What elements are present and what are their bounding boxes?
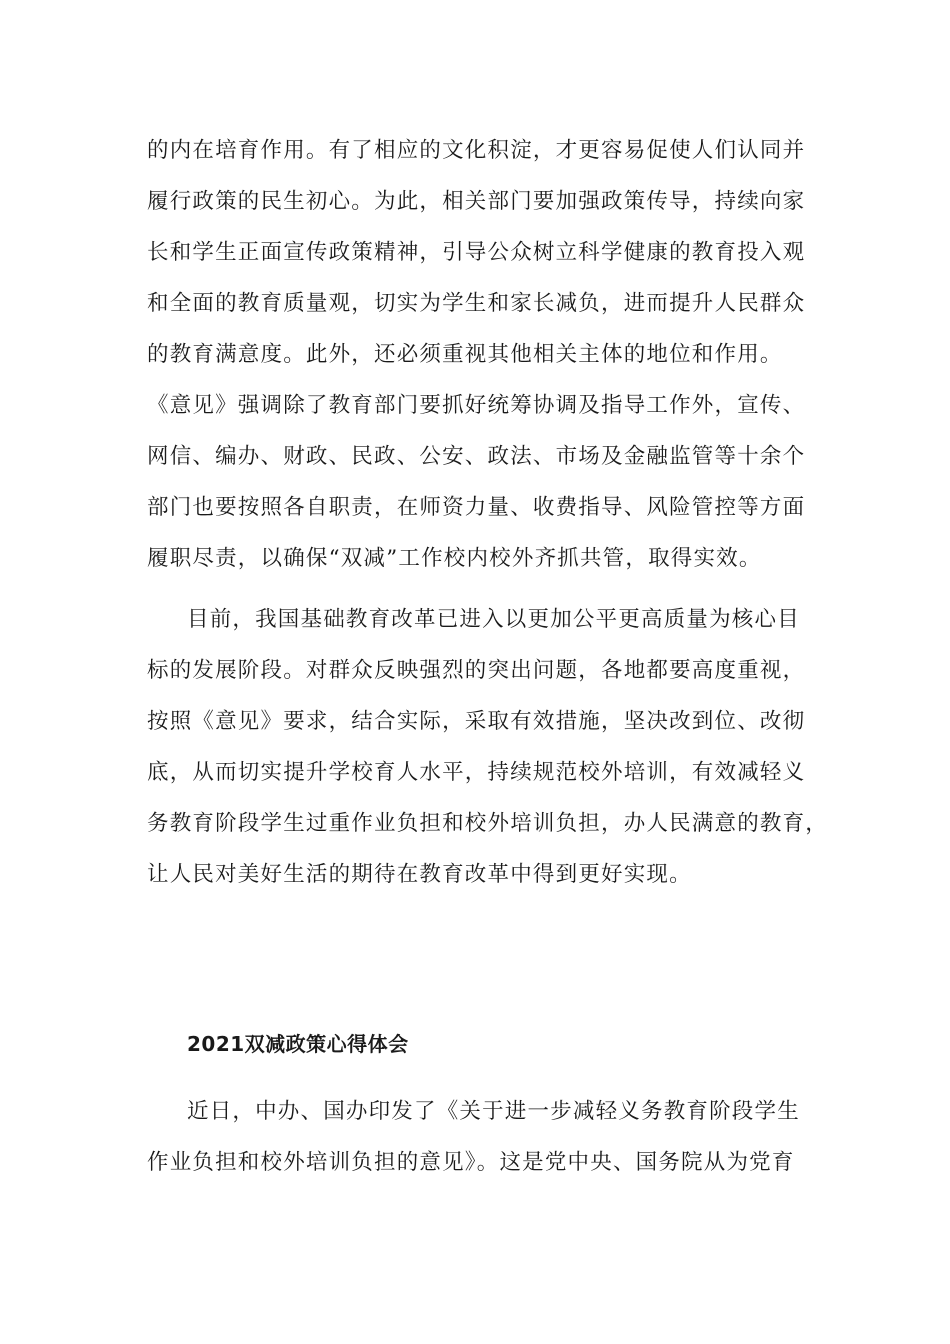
text-line: 部门也要按照各自职责，在师资力量、收费指导、风险管控等方面 xyxy=(147,495,806,520)
text-line: 和全面的教育质量观，切实为学生和家长减负，进而提升人民群众 xyxy=(147,291,806,316)
text-line: 近日，中办、国办印发了《关于进一步减轻义务教育阶段学生 xyxy=(187,1099,800,1124)
text-line: 的内在培育作用。有了相应的文化积淀，才更容易促使人们认同并 xyxy=(147,138,806,163)
section-heading: 2021双减政策心得体会 xyxy=(187,1032,409,1056)
text-line: 标的发展阶段。对群众反映强烈的突出问题，各地都要高度重视， xyxy=(147,658,806,683)
text-line: 履行政策的民生初心。为此，相关部门要加强政策传导，持续向家 xyxy=(147,189,806,214)
text-line: 《意见》强调除了教育部门要抓好统筹协调及指导工作外，宣传、 xyxy=(147,393,806,418)
text-line: 作业负担和校外培训负担的意见》。这是党中央、国务院从为党育 xyxy=(147,1150,795,1175)
text-line: 的教育满意度。此外，还必须重视其他相关主体的地位和作用。 xyxy=(147,342,783,367)
text-line: 网信、编办、财政、民政、公安、政法、市场及金融监管等十余个 xyxy=(147,444,806,469)
text-line: 按照《意见》要求，结合实际，采取有效措施，坚决改到位、改彻 xyxy=(147,709,806,734)
text-line: 底，从而切实提升学校育人水平，持续规范校外培训，有效减轻义 xyxy=(147,760,806,785)
text-line: 让人民对美好生活的期待在教育改革中得到更好实现。 xyxy=(147,862,692,887)
text-line: 长和学生正面宣传政策精神，引导公众树立科学健康的教育投入观 xyxy=(147,240,806,265)
text-line: 履职尽责，以确保“双减”工作校内校外齐抓共管，取得实效。 xyxy=(147,546,762,571)
text-line: 务教育阶段学生过重作业负担和校外培训负担，办人民满意的教育， xyxy=(147,811,829,836)
text-line: 目前，我国基础教育改革已进入以更加公平更高质量为核心目 xyxy=(187,607,800,632)
